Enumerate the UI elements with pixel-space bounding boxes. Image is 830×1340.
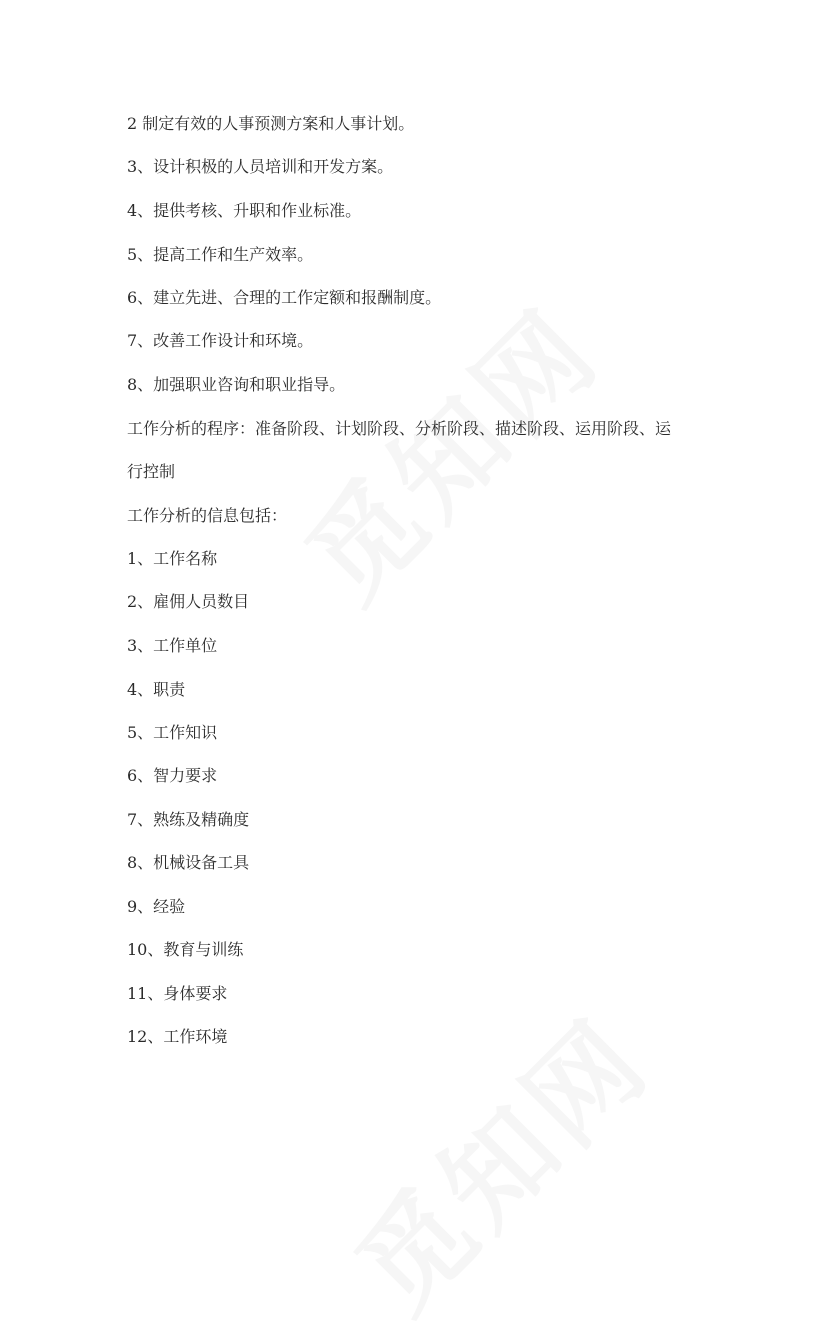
text-line: 5、提高工作和生产效率。 xyxy=(127,245,314,264)
list-item: 11、身体要求 xyxy=(127,984,228,1003)
text-line: 工作分析的程序：准备阶段、计划阶段、分析阶段、描述阶段、运用阶段、运 xyxy=(127,419,672,438)
text-line: 工作分析的信息包括： xyxy=(127,506,288,525)
list-item: 7、熟练及精确度 xyxy=(127,810,250,829)
text-line: 8、加强职业咨询和职业指导。 xyxy=(127,375,346,394)
watermark xyxy=(266,268,628,630)
list-item: 12、工作环境 xyxy=(127,1027,228,1046)
list-item: 1、工作名称 xyxy=(127,549,218,568)
list-item: 4、职责 xyxy=(127,680,186,699)
watermark xyxy=(316,978,678,1340)
list-item: 10、教育与训练 xyxy=(127,940,244,959)
list-item: 5、工作知识 xyxy=(127,723,218,742)
text-line: 6、建立先进、合理的工作定额和报酬制度。 xyxy=(127,288,442,307)
list-item: 6、智力要求 xyxy=(127,766,218,785)
list-item: 2、雇佣人员数目 xyxy=(127,592,250,611)
list-item: 9、经验 xyxy=(127,897,186,916)
list-item: 8、机械设备工具 xyxy=(127,853,250,872)
text-line: 4、提供考核、升职和作业标准。 xyxy=(127,201,362,220)
text-line: 3、设计积极的人员培训和开发方案。 xyxy=(127,157,394,176)
text-line: 2 制定有效的人事预测方案和人事计划。 xyxy=(127,114,415,133)
list-item: 3、工作单位 xyxy=(127,636,218,655)
text-line: 7、改善工作设计和环境。 xyxy=(127,331,314,350)
text-line: 行控制 xyxy=(127,462,176,481)
